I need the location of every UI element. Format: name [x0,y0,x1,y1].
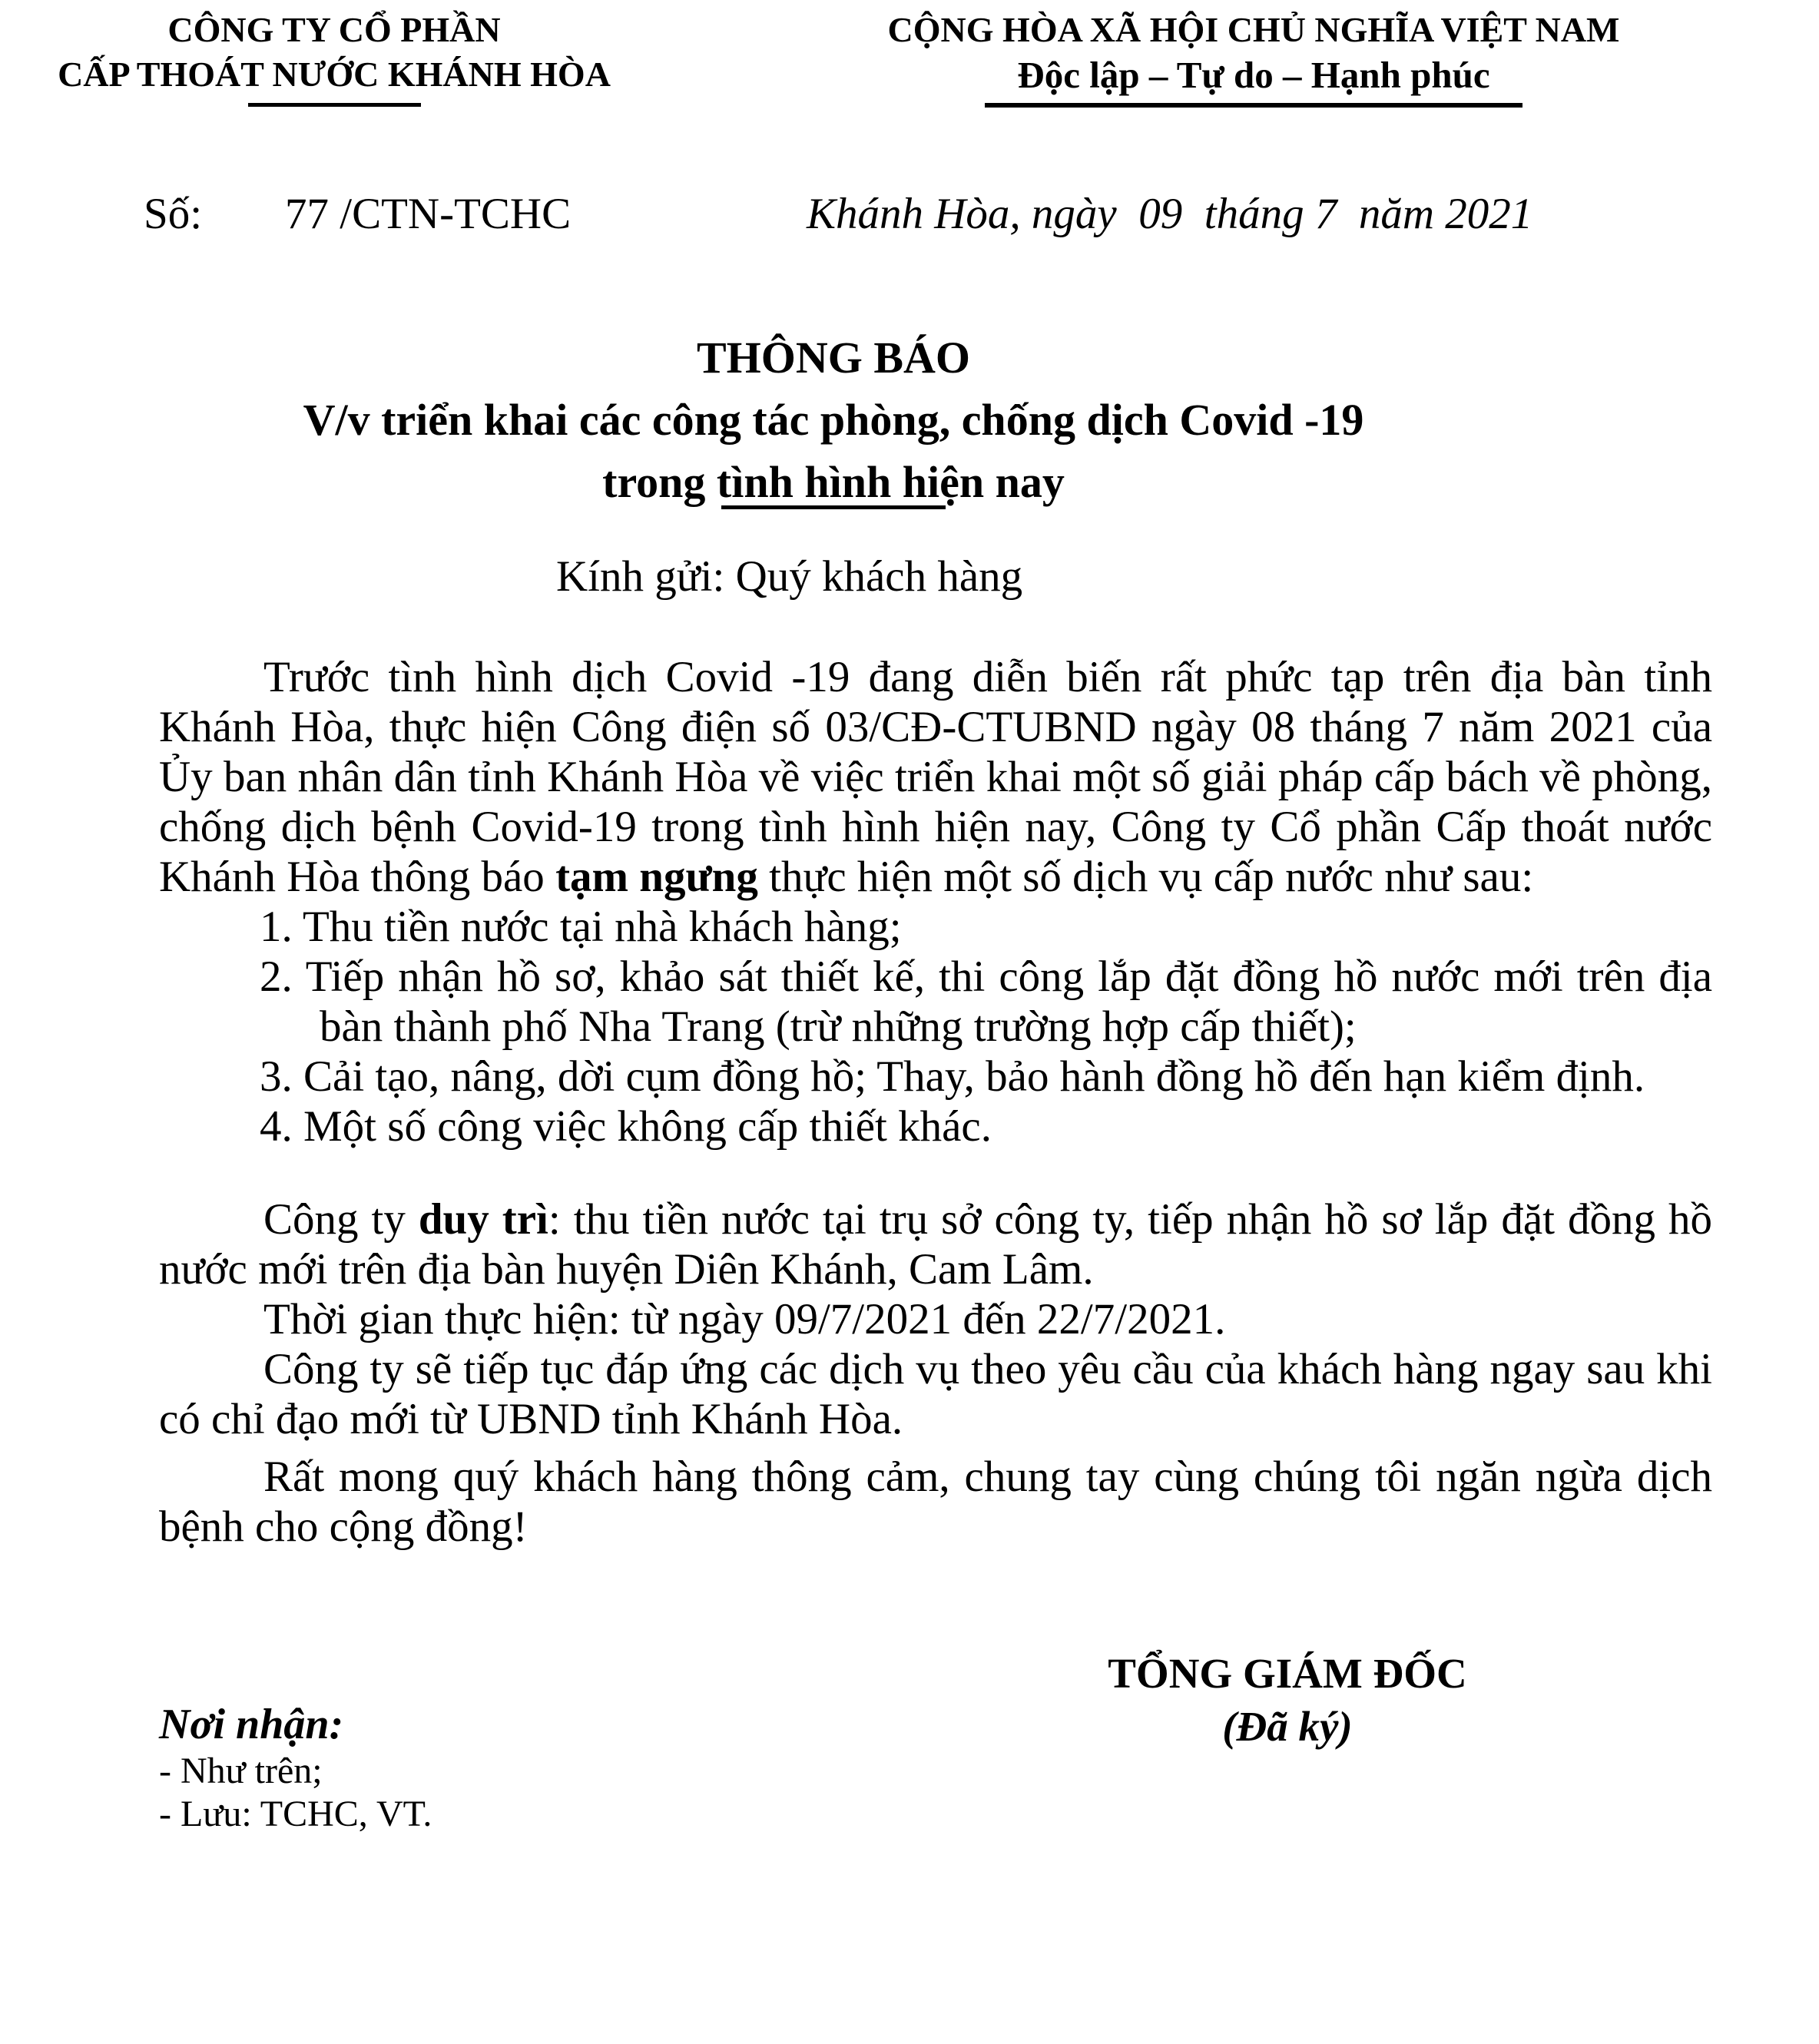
paragraph-apology: Rất mong quý khách hàng thông cảm, chung tay cùng chúng tôi ngăn ngừa dịch bệnh cho cộng đồng! [159,1453,1712,1551]
paragraph-resume: Công ty sẽ tiếp tục đáp ứng các dịch vụ theo yêu cầu của khách hàng ngay sau khi có chỉ đạo mới từ UBND tỉnh Khánh Hòa. [159,1345,1712,1443]
paragraph-maintain-pre: Công ty [263,1195,419,1244]
issuing-company-block [0,8,668,107]
salutation: Kính gửi: Quý khách hàng [556,552,1023,601]
list-item: 2. Tiếp nhận hồ sơ, khảo sát thiết kế, thi công lắp đặt đồng hồ nước mới trên địa bàn thành phố Nha Trang (trừ những trường hợp cấp thiết); [260,952,1712,1051]
paragraph-maintain-bold: duy trì [418,1195,548,1244]
reference-number: 77 /CTN-TCHC [285,190,572,238]
national-motto: Độc lập – Tự do – Hạnh phúc [1017,54,1490,96]
signature-block [1068,1647,1507,1753]
paragraph-intro-post: thực hiện một số dịch vụ cấp nước như sau: [757,853,1534,901]
list-item: 3. Cải tạo, nâng, dời cụm đồng hồ; Thay, bảo hành đồng hồ đến hạn kiểm định. [260,1052,1645,1101]
list-item: 1. Thu tiền nước tại nhà khách hàng; [260,903,902,951]
national-title: CỘNG HÒA XÃ HỘI CHỦ NGHĨA VIỆT NAM [887,10,1620,49]
national-header-block [845,8,1662,108]
reference-row [0,189,1819,247]
recipient-item: - Lưu: TCHC, VT. [159,1794,432,1834]
paragraph-timeframe: Thời gian thực hiện: từ ngày 09/7/2021 đến 22/7/2021. [263,1295,1226,1343]
issue-place-date: Khánh Hòa, ngày 09 tháng 7 năm 2021 [807,190,1533,238]
document-title: THÔNG BÁO [696,333,971,383]
list-item: 4. Một số công việc không cấp thiết khác. [260,1102,992,1151]
recipients-block [159,1699,432,1836]
reference-label: Số: [144,190,203,238]
paragraph-intro [159,652,1712,902]
recipient-item: - Như trên; [159,1751,323,1791]
paragraph-maintain-post: : thu tiền nước tại trụ sở công ty, tiếp nhận hồ sơ lắp đặt đồng hồ nước mới trên địa bàn huyện Diên Khánh, Cam Lâm. [159,1195,1712,1294]
document-subject-line2: trong tình hình hiện nay [602,457,1065,507]
document-subject-line1: V/v triển khai các công tác phòng, chống dịch Covid -19 [303,395,1364,445]
suspended-services-list [260,902,1712,1151]
company-name-line1: CÔNG TY CỔ PHẦN [167,10,501,49]
paragraph-intro-bold: tạm ngưng [555,853,758,901]
document-body [159,652,1712,1552]
motto-divider [985,103,1522,108]
paragraph-intro-pre: Trước tình hình dịch Covid -19 đang diễn biến rất phức tạp trên địa bàn tỉnh Khánh Hòa, thực hiện Công điện số 03/CĐ-CTUBND ngày 08 tháng 7 năm 2021 của Ủy ban nhân dân tỉnh Khánh Hòa về việc triển khai một số giải pháp cấp bách về phòng, chống dịch bệnh Covid-19 trong tình hình hiện nay, Công ty Cổ phần Cấp thoát nước Khánh Hòa thông báo [159,653,1712,901]
paragraph-maintain [159,1194,1712,1294]
title-block [0,326,1667,509]
signed-note: (Đã ký) [1222,1703,1353,1750]
recipients-label: Nơi nhận: [159,1701,344,1748]
company-divider [248,103,421,107]
signer-title: TỔNG GIÁM ĐỐC [1108,1650,1467,1697]
company-name-line2: CẤP THOÁT NƯỚC KHÁNH HÒA [58,55,611,94]
